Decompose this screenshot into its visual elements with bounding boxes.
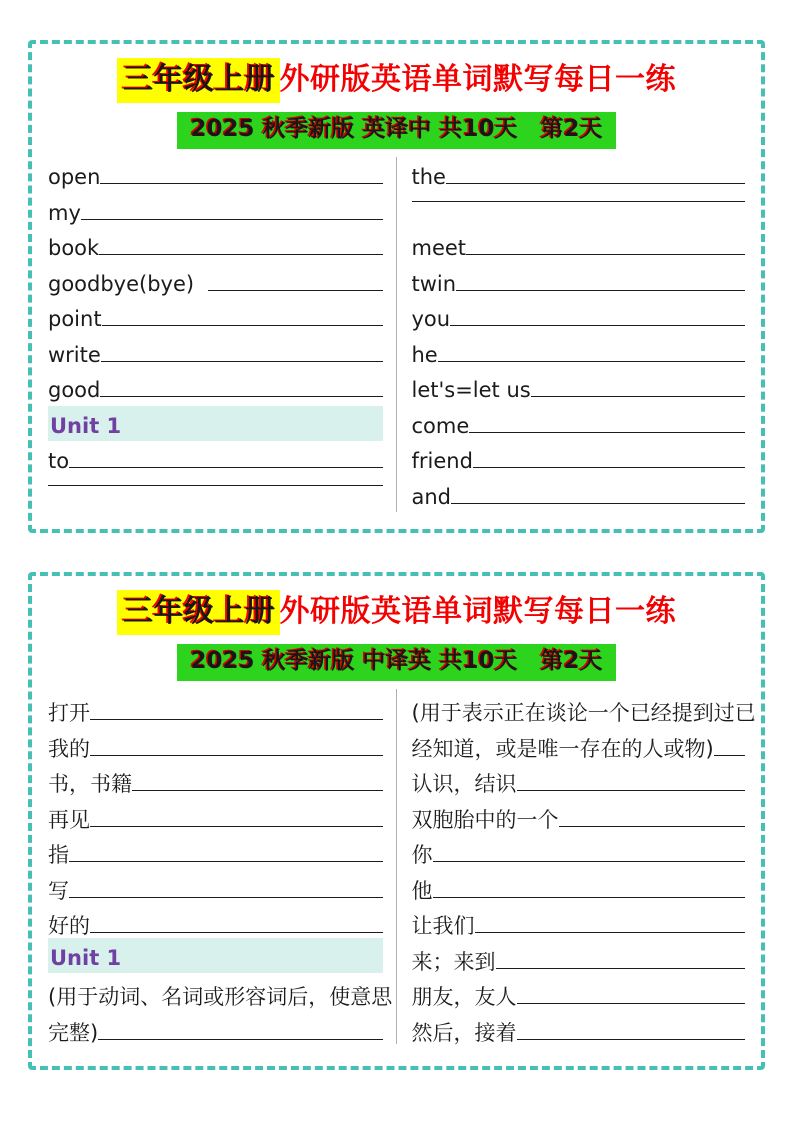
edition-banner-cn-to-en: 2025 秋季新版 中译英 共10天 第2天 xyxy=(177,644,615,681)
vocab-term: let's=let us xyxy=(411,378,531,402)
worksheet-title xyxy=(38,57,755,103)
vocab-row xyxy=(412,760,746,796)
vocab-row xyxy=(412,335,746,371)
blank-answer-row xyxy=(412,193,746,229)
answer-blank-line xyxy=(496,968,746,969)
answer-blank-line xyxy=(446,183,745,184)
vocab-row xyxy=(48,796,383,832)
vocab-term: 认识，结识 xyxy=(411,772,517,796)
vocab-term: 然后，接着 xyxy=(411,1020,517,1045)
vocab-term: (用于表示正在谈论一个已经提到过已 xyxy=(411,701,756,725)
vocab-term: the xyxy=(411,165,446,189)
vocab-row xyxy=(412,796,746,832)
vocab-term: and xyxy=(411,484,452,509)
vocab-row xyxy=(48,973,393,1009)
vocab-row xyxy=(411,689,756,725)
vocab-row xyxy=(412,867,746,903)
answer-blank-line xyxy=(90,826,383,827)
answer-blank-line xyxy=(466,254,745,255)
vocab-row xyxy=(412,264,746,300)
answer-blank-line xyxy=(102,325,383,326)
unit-label: Unit 1 xyxy=(50,413,122,438)
vocab-row xyxy=(412,725,746,761)
vocab-list xyxy=(32,157,761,512)
answer-blank-line xyxy=(69,467,382,468)
vocab-term: come xyxy=(411,413,470,438)
answer-blank-line xyxy=(475,932,746,933)
answer-blank-line xyxy=(517,790,746,791)
vocab-term: 朋友，友人 xyxy=(411,985,517,1009)
vocab-row xyxy=(48,689,383,725)
vocab-term: you xyxy=(411,307,451,331)
vocab-term: 打开 xyxy=(48,701,90,725)
answer-blank-line xyxy=(531,396,745,397)
vocab-term: friend xyxy=(411,449,473,473)
answer-blank-line xyxy=(456,290,745,291)
unit-heading-row xyxy=(48,406,383,442)
vocab-column-right xyxy=(397,157,746,512)
title-main-text: 外研版英语单词默写每日一练 xyxy=(279,594,676,629)
vocab-row xyxy=(48,831,383,867)
banner-row xyxy=(32,644,761,681)
vocab-term: my xyxy=(48,200,81,225)
title-grade-highlight: 三年级上册 xyxy=(117,58,280,103)
vocab-row xyxy=(412,370,746,406)
edition-banner-en-to-cn: 2025 秋季新版 英译中 共10天 第2天 xyxy=(177,112,615,149)
vocab-row xyxy=(412,902,746,938)
answer-blank-line xyxy=(438,361,745,362)
vocab-term: 指 xyxy=(48,843,69,867)
answer-blank-line xyxy=(208,290,382,291)
vocab-row xyxy=(48,228,383,264)
vocab-row xyxy=(412,938,746,974)
vocab-term: 让我们 xyxy=(411,914,475,938)
vocab-term: 来；来到 xyxy=(411,949,496,974)
answer-blank-line xyxy=(99,254,382,255)
answer-blank-line xyxy=(69,861,383,862)
vocab-term: write xyxy=(48,342,101,367)
vocab-term: to xyxy=(48,449,70,473)
vocab-row xyxy=(412,973,746,1009)
answer-blank-line xyxy=(469,432,745,433)
vocab-term: goodbye(bye) xyxy=(48,271,195,296)
title-main-text: 外研版英语单词默写每日一练 xyxy=(279,62,676,97)
answer-blank-line xyxy=(69,897,383,898)
vocab-term: 写 xyxy=(48,878,69,903)
vocab-term: point xyxy=(48,307,102,331)
vocab-row xyxy=(412,831,746,867)
vocab-row xyxy=(48,193,383,229)
answer-blank-line xyxy=(90,755,383,756)
vocab-term: 完整) xyxy=(48,1020,99,1045)
vocab-row xyxy=(412,299,746,335)
vocab-row xyxy=(412,228,746,264)
answer-blank-line xyxy=(714,755,745,756)
answer-blank-line xyxy=(132,790,383,791)
vocab-term: 经知道，或是唯一存在的人或物) xyxy=(411,736,714,761)
vocab-row xyxy=(48,441,383,477)
answer-blank-line xyxy=(90,719,383,720)
vocab-list xyxy=(32,689,761,1044)
answer-blank-line xyxy=(473,467,745,468)
vocab-row xyxy=(48,157,383,193)
vocab-row xyxy=(48,760,383,796)
answer-blank-line xyxy=(48,485,383,486)
answer-blank-line xyxy=(101,361,383,362)
vocab-term: 双胞胎中的一个 xyxy=(411,807,559,832)
vocab-term: 我的 xyxy=(48,736,90,761)
vocab-term: 再见 xyxy=(48,807,90,832)
vocab-row xyxy=(48,299,383,335)
answer-blank-line xyxy=(98,1039,382,1040)
vocab-term: twin xyxy=(411,271,457,296)
vocab-row xyxy=(48,264,383,300)
answer-blank-line xyxy=(517,1039,746,1040)
banner-row xyxy=(32,112,761,149)
worksheet-title xyxy=(38,589,755,635)
vocab-column-left xyxy=(48,689,397,1044)
answer-blank-line xyxy=(100,183,382,184)
vocab-term: good xyxy=(48,378,101,402)
panel-english-to-chinese xyxy=(28,40,765,533)
answer-blank-line xyxy=(433,861,746,862)
answer-blank-line xyxy=(451,503,745,504)
vocab-term: 你 xyxy=(411,843,433,867)
vocab-row xyxy=(412,1009,746,1045)
panel-chinese-to-english xyxy=(28,572,765,1070)
vocab-term: meet xyxy=(411,236,467,260)
vocab-row xyxy=(48,370,383,406)
vocab-row xyxy=(48,902,383,938)
vocab-term: (用于动词、名词或形容词后，使意思 xyxy=(48,985,393,1009)
vocab-row xyxy=(48,725,383,761)
vocab-term: 书，书籍 xyxy=(48,772,132,796)
answer-blank-line xyxy=(450,325,745,326)
unit-heading-row xyxy=(48,938,383,974)
title-grade-highlight: 三年级上册 xyxy=(117,590,280,635)
answer-blank-line xyxy=(559,826,746,827)
blank-answer-row xyxy=(48,477,383,513)
answer-blank-line xyxy=(412,201,746,202)
vocab-row xyxy=(48,335,383,371)
answer-blank-line xyxy=(90,932,383,933)
answer-blank-line xyxy=(517,1003,746,1004)
vocab-term: he xyxy=(411,342,438,367)
vocab-row xyxy=(412,441,746,477)
vocab-row xyxy=(48,1009,383,1045)
vocab-term: 他 xyxy=(411,878,433,903)
vocab-row xyxy=(48,867,383,903)
vocab-row xyxy=(412,157,746,193)
vocab-row xyxy=(412,477,746,513)
answer-blank-line xyxy=(81,219,383,220)
vocab-term: open xyxy=(48,165,101,189)
unit-label: Unit 1 xyxy=(50,945,122,970)
answer-blank-line xyxy=(100,396,382,397)
vocab-column-left xyxy=(48,157,397,512)
answer-blank-line xyxy=(433,897,746,898)
vocab-column-right xyxy=(397,689,756,1045)
vocab-term: book xyxy=(48,236,100,260)
vocab-term: 好的 xyxy=(48,914,90,938)
vocab-row xyxy=(412,406,746,442)
